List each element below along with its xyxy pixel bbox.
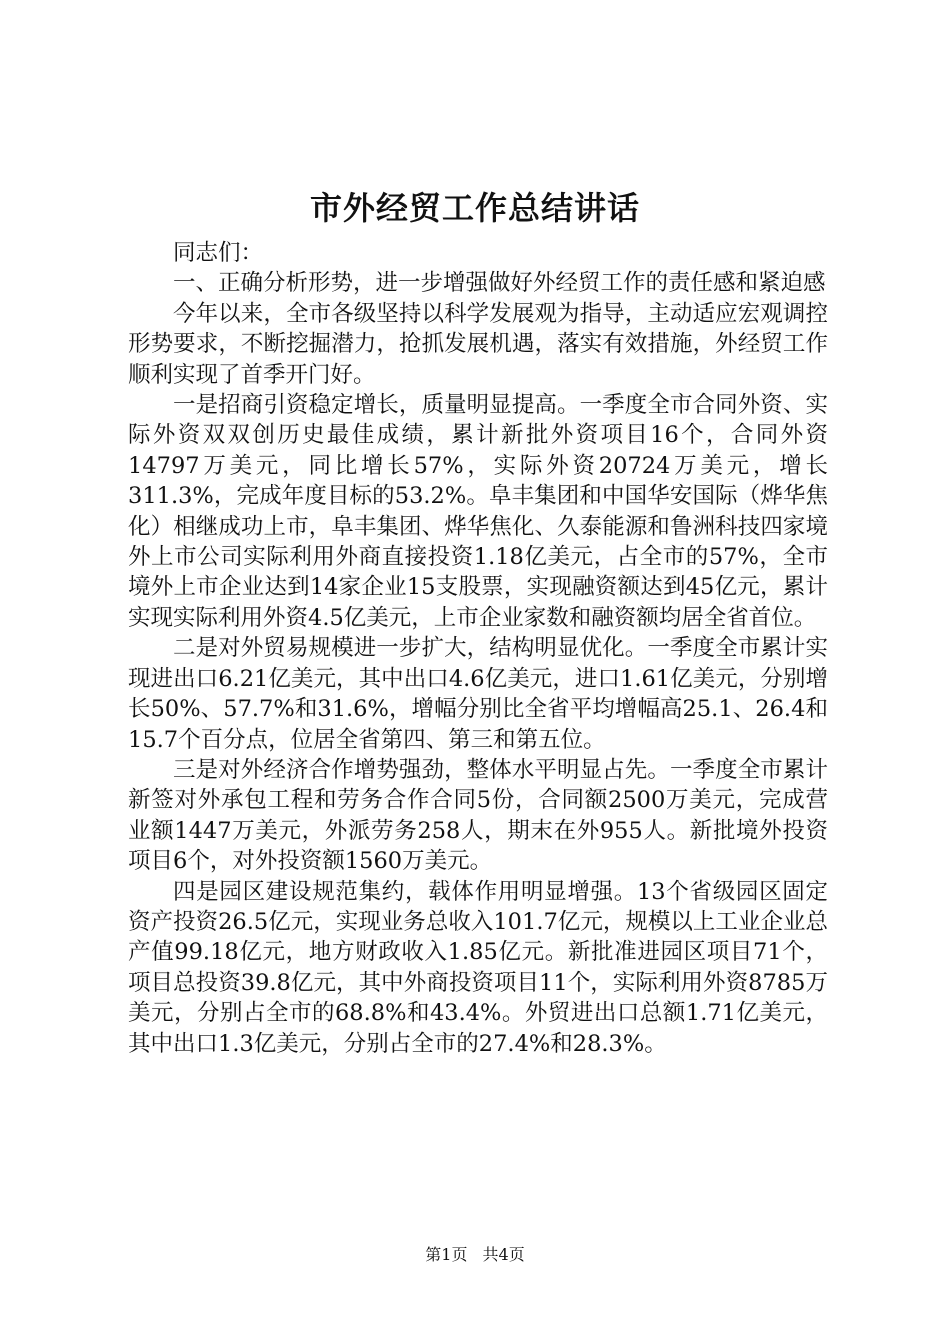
- document-body: [128, 238, 828, 1059]
- section-heading: 一、正确分析形势，进一步增强做好外经贸工作的责任感和紧迫感: [173, 270, 826, 297]
- paragraph-intro: 今年以来，全市各级坚持以科学发展观为指导，主动适应宏观调控形势要求，不断挖掘潜力，抢抓发展机遇，落实有效措施，外经贸工作顺利实现了首季开门好。: [128, 300, 828, 388]
- paragraph-investment: 一是招商引资稳定增长，质量明显提高。一季度全市合同外资、实际外资双双创历史最佳成绩，累计新批外资项目16个，合同外资14797万美元，同比增长57%，实际外资20724万美元，增长311.3%，完成年度目标的53.2%。阜丰集团和中国华安国际（烨华焦化）相继成功上市，阜丰集团、烨华焦化、久泰能源和鲁洲科技四家境外上市公司实际利用外商直接投资1.18亿美元，占全市的57%，全市境外上市企业达到14家企业15支股票，实现融资额达到45亿元，累计实现实际利用外资4.5亿美元，上市企业家数和融资额均居全省首位。: [128, 392, 828, 631]
- page-number-total: 共4页: [482, 1245, 525, 1264]
- paragraph-parks: 四是园区建设规范集约，载体作用明显增强。13个省级园区固定资产投资26.5亿元，实现业务总收入101.7亿元，规模以上工业企业总产值99.18亿元，地方财政收入1.85亿元。新批准进园区项目71个，项目总投资39.8亿元，其中外商投资项目11个，实际利用外资8785万美元，分别占全市的68.8%和43.4%。外贸进出口总额1.71亿美元，其中出口1.3亿美元，分别占全市的27.4%和28.3%。: [128, 878, 828, 1057]
- page-footer: [0, 1244, 950, 1266]
- page-title: 市外经贸工作总结讲话: [309, 189, 640, 227]
- page-number-current: 第1页: [425, 1245, 468, 1264]
- paragraph-trade: 二是对外贸易规模进一步扩大，结构明显优化。一季度全市累计实现进出口6.21亿美元，其中出口4.6亿美元，进口1.61亿美元，分别增长50%、57.7%和31.6%，增幅分别比全省平均增幅高25.1、26.4和15.7个百分点，位居全省第四、第三和第五位。: [128, 635, 828, 753]
- salutation: 同志们：: [173, 240, 264, 266]
- paragraph-cooperation: 三是对外经济合作增势强劲，整体水平明显占先。一季度全市累计新签对外承包工程和劳务合作合同5份，合同额2500万美元，完成营业额1447万美元，外派劳务258人，期末在外955人。新批境外投资项目6个，对外投资额1560万美元。: [128, 756, 828, 875]
